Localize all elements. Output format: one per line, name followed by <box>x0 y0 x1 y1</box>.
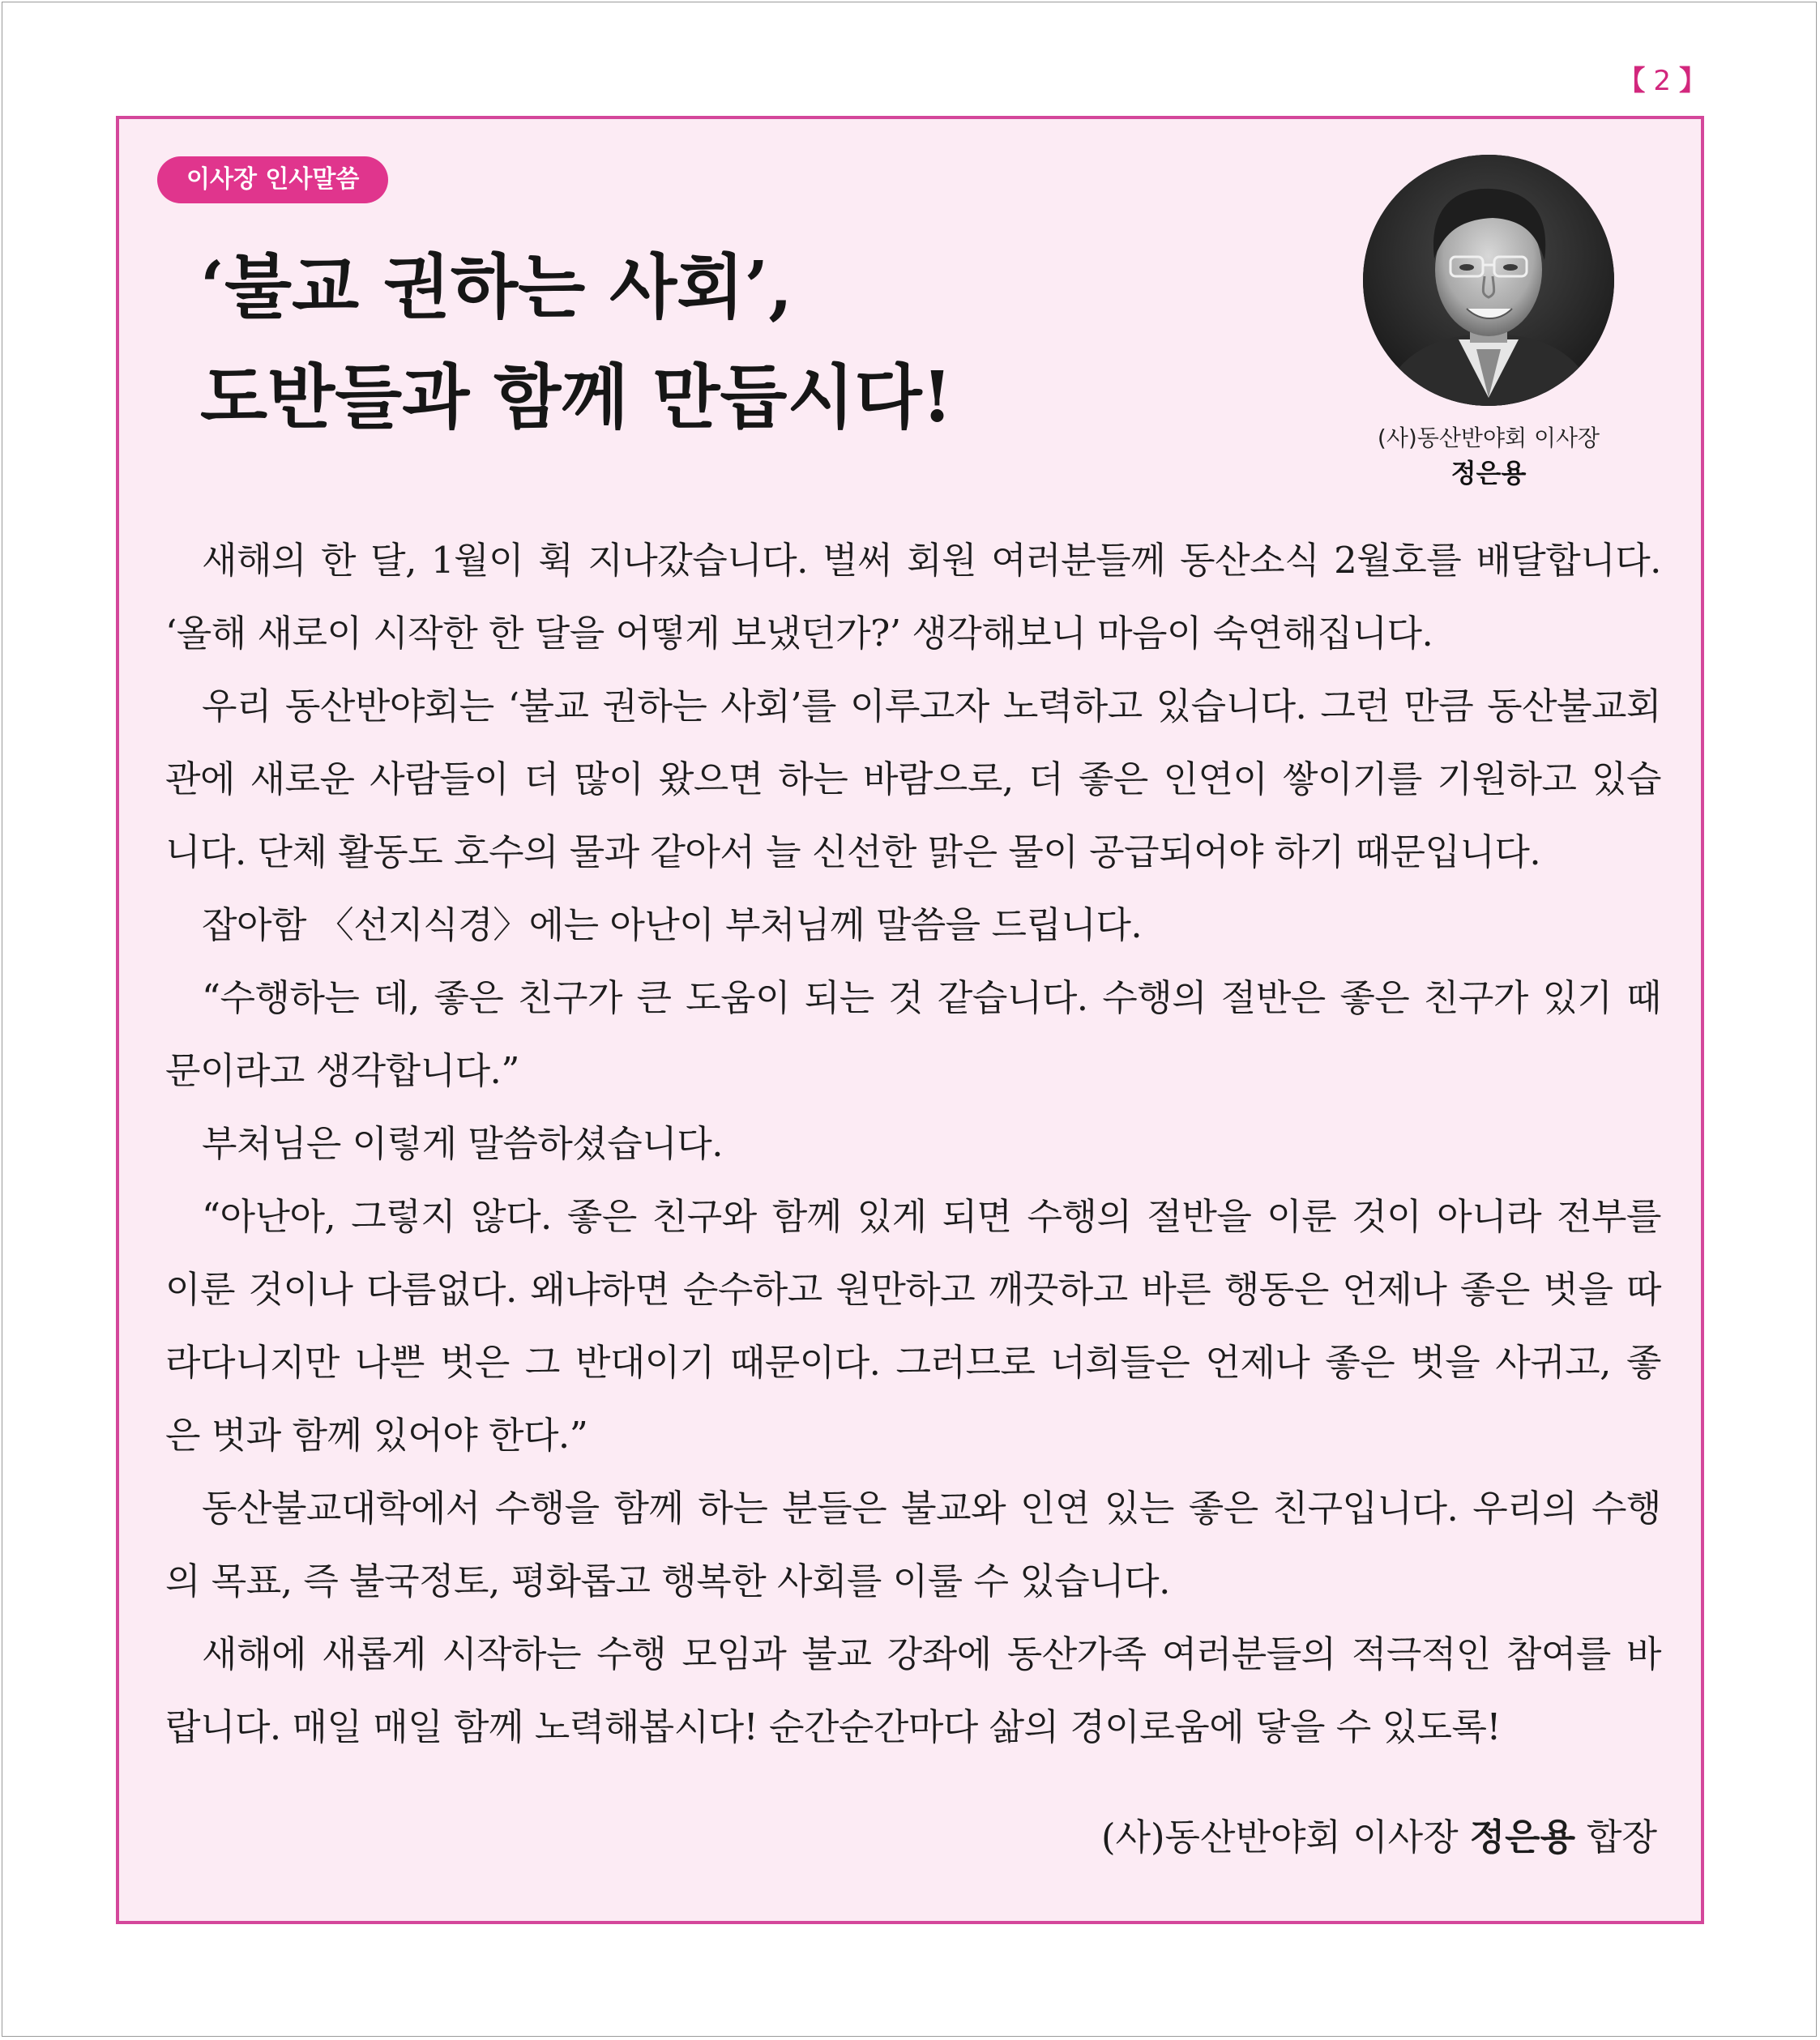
page-number-bracket-left: 【 <box>1617 65 1646 97</box>
portrait-caption-role: (사)동산반야회 이사장 <box>1377 425 1600 451</box>
body-line: 부처님은 이렇게 말씀하셨습니다. <box>202 1122 723 1165</box>
body-line: 라다니지만 나쁜 벗은 그 반대이기 때문이다. 그러므로 너희들은 언제나 좋은 벗을 사귀고, 좋 <box>165 1341 1661 1384</box>
body-line: “수행하는 데, 좋은 친구가 큰 도움이 되는 것 같습니다. 수행의 절반은 좋은 친구가 있기 때 <box>202 976 1661 1019</box>
chairman-portrait-photo <box>1363 155 1614 406</box>
signature-prefix: (사)동산반야회 이사장 <box>1100 1816 1459 1859</box>
page-number-bracket-right: 】 <box>1679 65 1707 97</box>
body-line: 니다. 단체 활동도 호수의 물과 같아서 늘 신선한 맑은 물이 공급되어야 하기 때문입니다. <box>165 830 1541 873</box>
body-line: 새해에 새롭게 시작하는 수행 모임과 불교 강좌에 동산가족 여러분들의 적극적인 참여를 바 <box>202 1632 1661 1675</box>
body-line: 의 목표, 즉 불국정토, 평화롭고 행복한 사회를 이룰 수 있습니다. <box>165 1560 1170 1603</box>
greeting-panel <box>116 116 1704 1924</box>
headline-line-1: ‘불교 권하는 사회’, <box>200 246 793 328</box>
signature-name: 정은용 <box>1469 1816 1576 1859</box>
headline <box>200 233 1335 453</box>
body-text <box>165 524 1661 1764</box>
body-line: 이룬 것이나 다름없다. 왜냐하면 순수하고 원만하고 깨끗하고 바른 행동은 언제나 좋은 벗을 따 <box>165 1268 1661 1311</box>
body-line: 우리 동산반야회는 ‘불교 권하는 사회’를 이루고자 노력하고 있습니다. 그런 만큼 동산불교회 <box>202 685 1661 728</box>
page-number-value: 2 <box>1653 65 1671 97</box>
body-line: “아난아, 그렇지 않다. 좋은 친구와 함께 있게 되면 수행의 절반을 이룬 것이 아니라 전부를 <box>202 1195 1661 1238</box>
signature-suffix: 합장 <box>1587 1816 1657 1859</box>
body-line: 잡아함 〈선지식경〉에는 아난이 부처님께 말씀을 드립니다. <box>202 903 1143 946</box>
signature <box>1101 1801 1657 1874</box>
body-line: 문이라고 생각합니다.” <box>165 1049 519 1092</box>
body-line: 새해의 한 달, 1월이 휙 지나갔습니다. 벌써 회원 여러분들께 동산소식 2월호를 배달합니다. <box>202 539 1661 582</box>
headline-line-2: 도반들과 함께 만듭시다! <box>200 356 953 438</box>
portrait-caption-name: 정은용 <box>1450 458 1527 489</box>
body-line: 랍니다. 매일 매일 함께 노력해봅시다! 순간순간마다 삶의 경이로움에 닿을 수 있도록! <box>165 1705 1501 1748</box>
body-line: 동산불교대학에서 수행을 함께 하는 분들은 불교와 인연 있는 좋은 친구입니다. 우리의 수행 <box>202 1487 1661 1530</box>
body-line: ‘올해 새로이 시작한 한 달을 어떻게 보냈던가?’ 생각해보니 마음이 숙연해집니다. <box>165 612 1433 655</box>
section-tag: 이사장 인사말씀 <box>157 156 388 203</box>
body-line: 관에 새로운 사람들이 더 많이 왔으면 하는 바람으로, 더 좋은 인연이 쌓이기를 기원하고 있습 <box>165 758 1661 800</box>
body-line: 은 벗과 함께 있어야 한다.” <box>165 1414 588 1457</box>
page-number <box>1617 63 1707 99</box>
